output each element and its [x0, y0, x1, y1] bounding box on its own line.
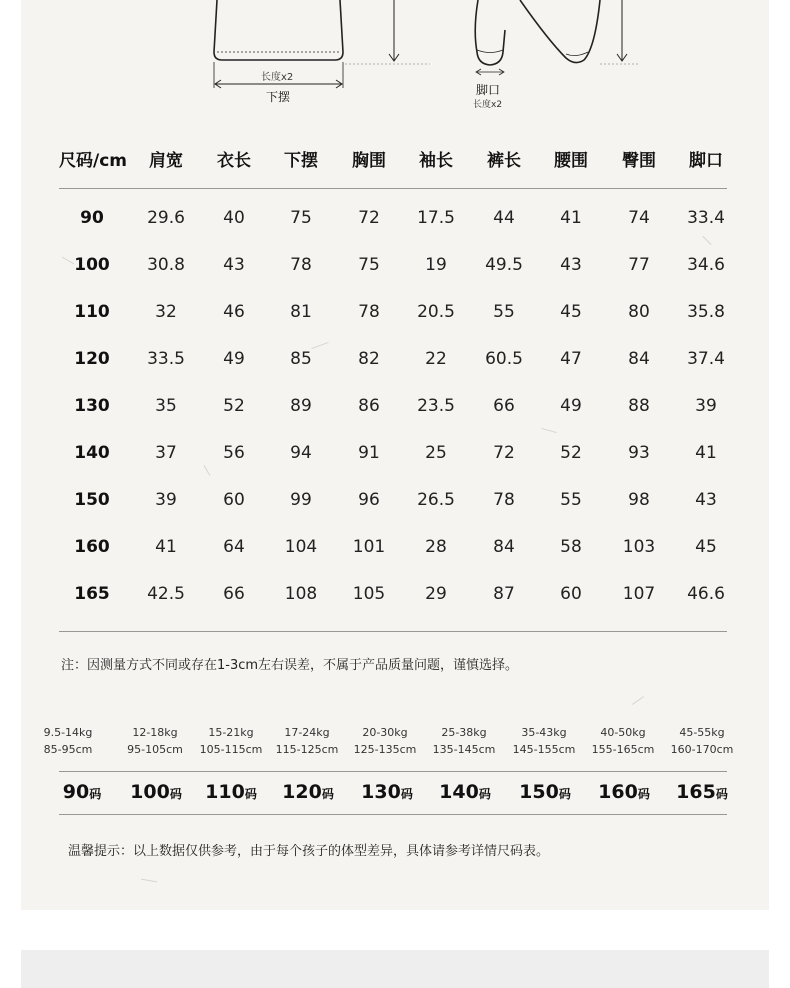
header-cuff: 脚口: [689, 151, 723, 171]
cell-waist: 55: [560, 490, 582, 510]
size-code-unit: 码: [89, 787, 102, 801]
weight-range: 15-21kg: [208, 726, 254, 739]
cell-sleeve: 20.5: [417, 302, 455, 322]
cell-hem: 99: [290, 490, 312, 510]
cell-chest: 101: [352, 537, 386, 557]
cell-length: 64: [223, 537, 245, 557]
table-row: [59, 208, 727, 238]
header-hip: 臀围: [622, 151, 656, 171]
cell-chest: 75: [358, 255, 380, 275]
cell-pants-length: 55: [493, 302, 515, 322]
cell-sleeve: 26.5: [417, 490, 455, 510]
height-range: 160-170cm: [670, 743, 734, 756]
cell-waist: 52: [560, 443, 582, 463]
header-hem: 下摆: [284, 151, 318, 171]
size-code-unit: 码: [400, 787, 413, 801]
cell-waist: 47: [560, 349, 582, 369]
size-code: [662, 781, 742, 803]
cell-pants-length: 60.5: [485, 349, 523, 369]
cell-pants-length: 84: [493, 537, 515, 557]
cuff-length-label: 长度x2: [473, 100, 503, 110]
cell-hem: 75: [290, 208, 312, 228]
table-row: [59, 255, 727, 285]
size-code-unit: 码: [169, 787, 182, 801]
cell-shoulder: 35: [155, 396, 177, 416]
size-code-number: 100: [130, 781, 170, 803]
cell-hip: 93: [628, 443, 650, 463]
table-top-rule: [59, 188, 727, 189]
cell-sleeve: 23.5: [417, 396, 455, 416]
cell-chest: 78: [358, 302, 380, 322]
size-code-unit: 码: [321, 787, 334, 801]
recommendation-column: [115, 724, 195, 758]
recommendation-column: [583, 724, 663, 758]
size-code-number: 150: [519, 781, 559, 803]
recommendation-column: [504, 724, 584, 758]
table-bottom-rule: [59, 631, 727, 632]
cell-hem: 78: [290, 255, 312, 275]
cell-hip: 84: [628, 349, 650, 369]
table-row: [59, 537, 727, 567]
cell-shoulder: 41: [155, 537, 177, 557]
size-code-unit: 码: [637, 787, 650, 801]
size-code: [584, 781, 664, 803]
size-code-number: 165: [676, 781, 716, 803]
header-sleeve: 袖长: [419, 151, 453, 171]
cell-waist: 43: [560, 255, 582, 275]
size-code-number: 90: [62, 781, 90, 803]
recommendation-column: [267, 724, 347, 758]
table-row: [59, 584, 727, 614]
top-length-label: 长度x2: [261, 72, 294, 83]
cell-cuff: 45: [695, 537, 717, 557]
cell-waist: 58: [560, 537, 582, 557]
cell-shoulder: 33.5: [147, 349, 185, 369]
table-row: [59, 302, 727, 332]
cell-pants-length: 44: [493, 208, 515, 228]
paper-fleck: [141, 879, 157, 883]
height-range: 135-145cm: [432, 743, 496, 756]
cell-hip: 77: [628, 255, 650, 275]
cell-sleeve: 22: [425, 349, 447, 369]
height-range: 85-95cm: [43, 743, 93, 756]
recommendation-column: [28, 724, 108, 758]
weight-range: 12-18kg: [132, 726, 178, 739]
cell-length: 49: [223, 349, 245, 369]
cell-hip: 103: [622, 537, 656, 557]
size-code-unit: 码: [478, 787, 491, 801]
cell-shoulder: 37: [155, 443, 177, 463]
height-range: 125-135cm: [353, 743, 417, 756]
cell-pants-length: 72: [493, 443, 515, 463]
top-hem-label: 下摆: [266, 90, 291, 104]
row-size: 130: [74, 396, 110, 416]
size-code-number: 110: [205, 781, 245, 803]
cell-length: 40: [223, 208, 245, 228]
size-code-unit: 码: [715, 787, 728, 801]
cell-waist: 49: [560, 396, 582, 416]
cell-pants-length: 49.5: [485, 255, 523, 275]
weight-range: 35-43kg: [521, 726, 567, 739]
cell-shoulder: 32: [155, 302, 177, 322]
cell-hem: 104: [284, 537, 318, 557]
paper-fleck: [311, 342, 328, 349]
cell-chest: 105: [352, 584, 386, 604]
size-code-number: 140: [439, 781, 479, 803]
cell-sleeve: 25: [425, 443, 447, 463]
recommendation-column: [662, 724, 742, 758]
cell-cuff: 34.6: [687, 255, 725, 275]
size-code: [116, 781, 196, 803]
size-code-number: 120: [282, 781, 322, 803]
cell-length: 60: [223, 490, 245, 510]
code-top-rule: [59, 771, 727, 772]
row-size: 160: [74, 537, 110, 557]
cell-sleeve: 29: [425, 584, 447, 604]
cell-sleeve: 17.5: [417, 208, 455, 228]
cell-cuff: 33.4: [687, 208, 725, 228]
next-section-band: [21, 950, 769, 988]
size-code: [268, 781, 348, 803]
cell-length: 56: [223, 443, 245, 463]
cell-pants-length: 87: [493, 584, 515, 604]
cell-waist: 41: [560, 208, 582, 228]
code-bottom-rule: [59, 814, 727, 815]
cell-waist: 45: [560, 302, 582, 322]
row-size: 140: [74, 443, 110, 463]
cell-hem: 81: [290, 302, 312, 322]
cell-chest: 96: [358, 490, 380, 510]
cell-shoulder: 30.8: [147, 255, 185, 275]
table-row: [59, 349, 727, 379]
cell-sleeve: 19: [425, 255, 447, 275]
cell-chest: 91: [358, 443, 380, 463]
height-range: 105-115cm: [199, 743, 263, 756]
cell-hip: 74: [628, 208, 650, 228]
header-pants-length: 裤长: [487, 151, 521, 171]
row-size: 120: [74, 349, 110, 369]
size-code-unit: 码: [244, 787, 257, 801]
height-range: 145-155cm: [512, 743, 576, 756]
header-waist: 腰围: [554, 151, 588, 171]
cell-length: 66: [223, 584, 245, 604]
cell-chest: 82: [358, 349, 380, 369]
cell-cuff: 46.6: [687, 584, 725, 604]
recommendation-column: [424, 724, 504, 758]
row-size: 110: [74, 302, 110, 322]
cell-shoulder: 39: [155, 490, 177, 510]
weight-range: 17-24kg: [284, 726, 330, 739]
cell-cuff: 43: [695, 490, 717, 510]
size-code: [347, 781, 427, 803]
cell-cuff: 35.8: [687, 302, 725, 322]
cell-hem: 94: [290, 443, 312, 463]
cell-chest: 86: [358, 396, 380, 416]
row-size: 165: [74, 584, 110, 604]
size-code-number: 160: [598, 781, 638, 803]
size-code: [505, 781, 585, 803]
cell-sleeve: 28: [425, 537, 447, 557]
weight-range: 9.5-14kg: [43, 726, 93, 739]
header-shoulder: 肩宽: [149, 151, 183, 171]
header-length: 衣长: [217, 151, 251, 171]
cuff-label: 脚口: [476, 83, 501, 97]
cell-shoulder: 29.6: [147, 208, 185, 228]
weight-range: 40-50kg: [600, 726, 646, 739]
cell-hip: 98: [628, 490, 650, 510]
cell-hem: 89: [290, 396, 312, 416]
cell-hem: 85: [290, 349, 312, 369]
cell-cuff: 37.4: [687, 349, 725, 369]
cell-pants-length: 66: [493, 396, 515, 416]
size-code: [42, 781, 122, 803]
table-row: [59, 396, 727, 426]
cell-cuff: 41: [695, 443, 717, 463]
weight-range: 25-38kg: [441, 726, 487, 739]
cell-shoulder: 42.5: [147, 584, 185, 604]
garment-illustration: [0, 0, 790, 112]
weight-range: 45-55kg: [679, 726, 725, 739]
height-range: 155-165cm: [591, 743, 655, 756]
row-size: 100: [74, 255, 110, 275]
cell-waist: 60: [560, 584, 582, 604]
weight-range: 20-30kg: [362, 726, 408, 739]
size-table-header: [59, 146, 727, 176]
size-code-unit: 码: [558, 787, 571, 801]
paper-fleck: [632, 696, 644, 705]
cell-hem: 108: [284, 584, 318, 604]
row-size: 150: [74, 490, 110, 510]
measurement-note: 注：因测量方式不同或存在1-3cm左右误差，不属于产品质量问题，谨慎选择。: [61, 658, 519, 673]
recommendation-column: [345, 724, 425, 758]
header-chest: 胸围: [352, 151, 386, 171]
cell-length: 46: [223, 302, 245, 322]
size-code-number: 130: [361, 781, 401, 803]
cell-pants-length: 78: [493, 490, 515, 510]
cell-hip: 80: [628, 302, 650, 322]
cell-hip: 107: [622, 584, 656, 604]
table-row: [59, 490, 727, 520]
row-size: 90: [80, 208, 104, 228]
garment-line-drawing: [0, 0, 790, 112]
size-code: [425, 781, 505, 803]
size-code: [191, 781, 271, 803]
recommendation-column: [191, 724, 271, 758]
cell-hip: 88: [628, 396, 650, 416]
header-size: 尺码/cm: [59, 151, 127, 171]
height-range: 115-125cm: [275, 743, 339, 756]
cell-length: 52: [223, 396, 245, 416]
cell-chest: 72: [358, 208, 380, 228]
table-row: [59, 443, 727, 473]
warm-tip: 温馨提示：以上数据仅供参考，由于每个孩子的体型差异，具体请参考详情尺码表。: [68, 844, 550, 859]
paper-fleck: [541, 428, 557, 433]
height-range: 95-105cm: [127, 743, 183, 756]
cell-cuff: 39: [695, 396, 717, 416]
cell-length: 43: [223, 255, 245, 275]
